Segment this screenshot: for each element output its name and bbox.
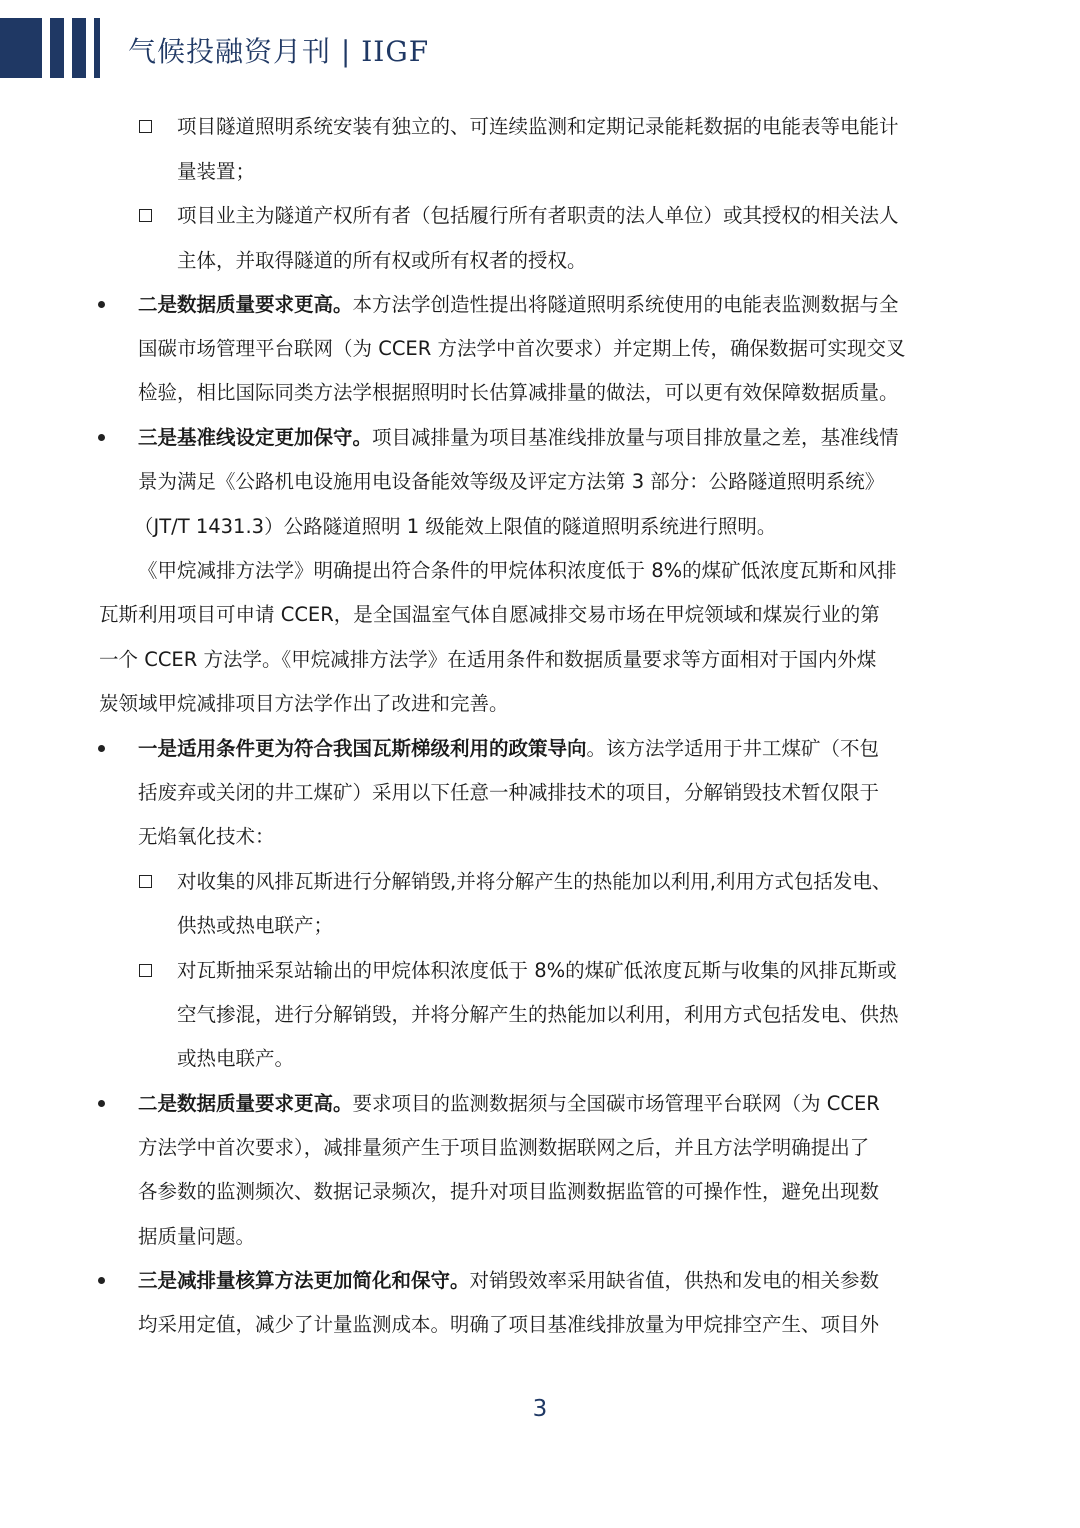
text-line [138, 1267, 879, 1295]
bullet-icon [98, 434, 105, 441]
text-line: 项目业主为隧道产权所有者（包括履行所有者职责的法人单位）或其授权的相关法人 [177, 204, 899, 227]
text-span: 对销毁效率采用缺省值，供热和发电的相关参数 [469, 1269, 880, 1292]
page-number: 3 [532, 1396, 548, 1422]
text-line: 括废弃或关闭的井工煤矿）采用以下任意一种减排技术的项目，分解销毁技术暂仅限于 [138, 781, 880, 804]
text-line: 主体，并取得隧道的所有权或所有权者的授权。 [177, 249, 587, 272]
text-line [138, 1090, 880, 1118]
text-line: 项目隧道照明系统安装有独立的、可连续监测和定期记录能耗数据的电能表等电能计 [177, 115, 899, 138]
bullet-icon [98, 301, 105, 308]
text-span: 。该方法学适用于井工煤矿（不包 [586, 737, 880, 760]
text-line: 或热电联产。 [177, 1047, 295, 1070]
text-span: 要求项目的监测数据须与全国碳市场管理平台联网（为 CCER [352, 1092, 880, 1115]
text-line: 对瓦斯抽采泵站输出的甲烷体积浓度低于 8%的煤矿低浓度瓦斯与收集的风排瓦斯或 [177, 959, 897, 982]
bold-lead-text: 二是数据质量要求更高。 [138, 1092, 353, 1115]
text-line: 空气掺混，进行分解销毁，并将分解产生的热能加以利用，利用方式包括发电、供热 [177, 1003, 899, 1026]
text-line [138, 291, 899, 319]
text-line: 据质量问题。 [138, 1225, 256, 1248]
checkbox-square-icon [139, 964, 152, 977]
text-line: 《甲烷减排方法学》明确提出符合条件的甲烷体积浓度低于 8%的煤矿低浓度瓦斯和风排 [138, 559, 897, 582]
text-span: 项目减排量为项目基准线排放量与项目排放量之差，基准线情 [372, 426, 899, 449]
text-line: 各参数的监测频次、数据记录频次，提升对项目监测数据监管的可操作性，避免出现数 [138, 1180, 880, 1203]
text-line: 对收集的风排瓦斯进行分解销毁,并将分解产生的热能加以利用,利用方式包括发电、 [177, 870, 892, 893]
bullet-icon [98, 745, 105, 752]
bold-lead-text: 二是数据质量要求更高。 [138, 293, 353, 316]
checkbox-square-icon [139, 209, 152, 222]
bold-lead-text: 三是减排量核算方法更加简化和保守。 [138, 1269, 470, 1292]
header-bar-decoration [50, 18, 64, 78]
header-bar-decoration [94, 18, 100, 78]
text-line [138, 735, 879, 763]
text-line: 方法学中首次要求），减排量须产生于项目监测数据联网之后，并且方法学明确提出了 [138, 1136, 870, 1159]
bold-lead-text: 三是基准线设定更加保守。 [138, 426, 373, 449]
header-bar-decoration [0, 18, 42, 78]
page-header [0, 0, 1080, 100]
text-line [138, 424, 899, 452]
checkbox-square-icon [139, 120, 152, 133]
text-line: （JT/T 1431.3）公路隧道照明 1 级能效上限值的隧道照明系统进行照明。 [134, 515, 777, 538]
bold-lead-text: 一是适用条件更为符合我国瓦斯梯级利用的政策导向 [138, 737, 587, 760]
text-line: 无焰氧化技术： [138, 825, 275, 848]
header-bar-decoration [72, 18, 86, 78]
journal-title: 气候投融资月刊 | IIGF [128, 35, 430, 68]
text-line: 均采用定值，减少了计量监测成本。明确了项目基准线排放量为甲烷排空产生、项目外 [138, 1313, 880, 1336]
text-line: 检验，相比国际同类方法学根据照明时长估算减排量的做法，可以更有效保障数据质量。 [138, 381, 899, 404]
text-line: 量装置； [177, 160, 256, 183]
text-line: 国碳市场管理平台联网（为 CCER 方法学中首次要求）并定期上传，确保数据可实现交叉 [138, 337, 906, 360]
text-line: 瓦斯利用项目可申请 CCER，是全国温室气体自愿减排交易市场在甲烷领域和煤炭行业的第 [99, 603, 880, 626]
bullet-icon [98, 1100, 105, 1107]
text-line: 供热或热电联产； [177, 914, 334, 937]
text-line: 炭领域甲烷减排项目方法学作出了改进和完善。 [99, 692, 509, 715]
bullet-icon [98, 1277, 105, 1284]
text-line: 景为满足《公路机电设施用电设备能效等级及评定方法第 3 部分：公路隧道照明系统》 [138, 470, 885, 493]
text-span: 本方法学创造性提出将隧道照明系统使用的电能表监测数据与全 [352, 293, 899, 316]
text-line: 一个 CCER 方法学。《甲烷减排方法学》在适用条件和数据质量要求等方面相对于国内外煤 [99, 648, 877, 671]
checkbox-square-icon [139, 875, 152, 888]
